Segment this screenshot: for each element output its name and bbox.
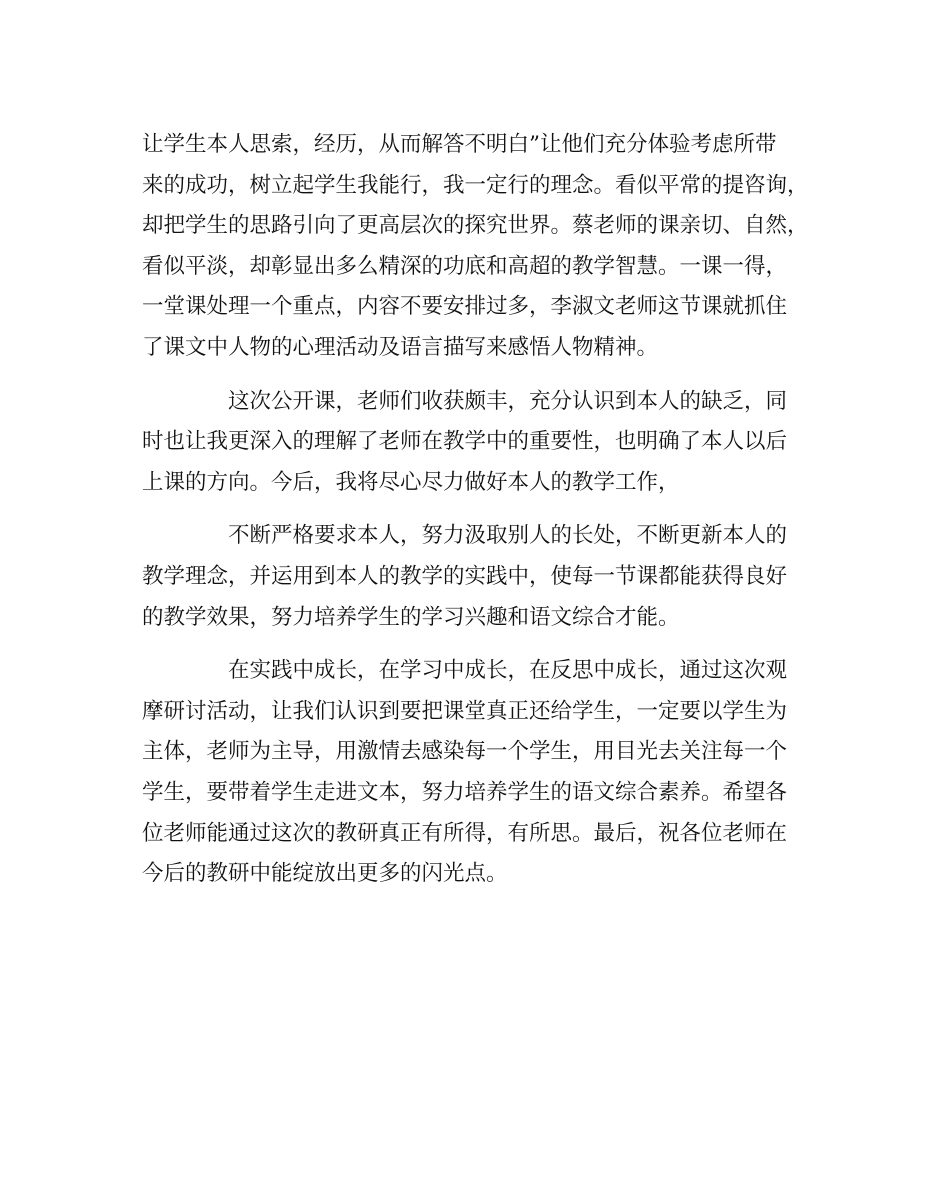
text-line: 位老师能通过这次的教研真正有所得，有所思。最后，祝各位老师在 (142, 820, 788, 846)
text-line: 时也让我更深入的理解了老师在教学中的重要性，也明确了本人以后 (142, 429, 788, 455)
text-line: 一堂课处理一个重点，内容不要安排过多，李淑文老师这节课就抓住 (142, 294, 788, 320)
text-line: 却把学生的思路引向了更高层次的探究世界。蔡老师的课亲切、自然， (142, 213, 809, 239)
paragraph-1 (142, 125, 808, 369)
text-line: 上课的方向。今后，我将尽心尽力做好本人的教学工作， (142, 469, 680, 495)
paragraph-2 (142, 382, 808, 504)
text-line: 教学理念，并运用到本人的教学的实践中，使每一节课都能获得良好 (142, 563, 788, 589)
text-line: 这次公开课，老师们收获颇丰，充分认识到本人的缺乏，同 (228, 388, 788, 414)
text-line: 不断严格要求本人，努力汲取别人的长处，不断更新本人的 (228, 523, 788, 549)
text-line: 主体，老师为主导，用激情去感染每一个学生，用目光去关注每一个 (142, 739, 788, 765)
text-line: 在实践中成长，在学习中成长，在反思中成长，通过这次观 (228, 658, 788, 684)
document-body (142, 125, 808, 895)
paragraph-spacer (142, 503, 808, 516)
text-line: 来的成功，树立起学生我能行，我一定行的理念。看似平常的提咨询， (142, 172, 809, 198)
text-line: 让学生本人思索，经历，从而解答不明白”让他们充分体验考虑所带 (142, 132, 777, 157)
text-line: 摩研讨活动，让我们认识到要把课堂真正还给学生，一定要以学生为 (142, 698, 788, 724)
text-line: 学生，要带着学生走进文本，努力培养学生的语文综合素养。希望各 (142, 779, 788, 805)
paragraph-3 (142, 516, 808, 638)
paragraph-spacer (142, 369, 808, 382)
text-line: 了课文中人物的心理活动及语言描写来感悟人物精神。 (142, 334, 659, 360)
text-line: 今后的教研中能绽放出更多的闪光点。 (142, 861, 508, 887)
text-line: 看似平淡，却彰显出多么精深的功底和高超的教学智慧。一课一得， (142, 253, 788, 279)
text-line: 的教学效果，努力培养学生的学习兴趣和语文综合才能。 (142, 604, 680, 630)
paragraph-4 (142, 651, 808, 895)
paragraph-spacer (142, 638, 808, 651)
